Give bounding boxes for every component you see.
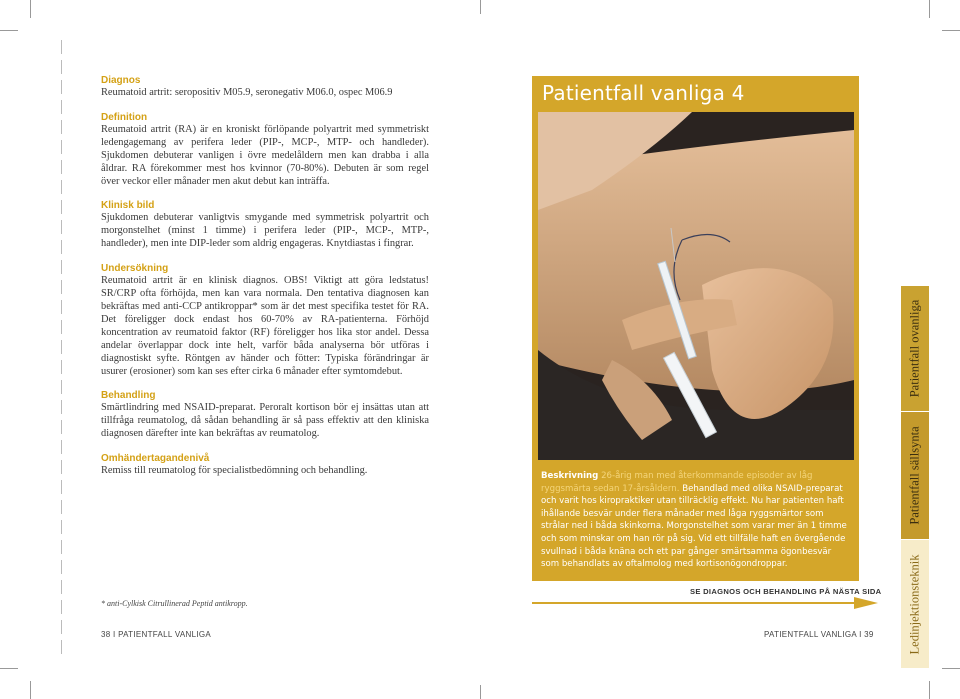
crop-mark	[0, 668, 18, 669]
section-body: Smärtlindring med NSAID-preparat. Peroralt kortison bör ej insättas utan att tillfråga reumatolog, då sådan behandling är så pass effektiv att den kliniska diagnosen därefter inte kan bekräftas av reumatolog.	[101, 402, 429, 440]
section-klinisk-bild	[101, 199, 429, 251]
case-description	[541, 470, 847, 571]
case-title: Patientfall vanliga 4	[542, 81, 745, 105]
tab-label: Patientfall sällsynta	[907, 426, 922, 525]
footnote: * anti-Cylkisk Citrullinerad Peptid antikropp.	[101, 599, 248, 608]
section-omhandertagandeniva	[101, 452, 429, 478]
section-heading: Diagnos	[101, 75, 141, 86]
section-body: Reumatoid artrit är en klinisk diagnos. OBS! Viktigt att göra ledstatus! SR/CRP ofta förhöjda, men kan vara normala. Den tentativa diagnosen kan bekräftas med anti-CCP antikroppar* som är det mest specifika testet för RA. Det föreligger dock endast hos 60-70% av RA-patienterna. Förhöjd koncentration av reumatoid faktor (RF) föreligger hos lika stor andel. Dessa andelar överlappar dock inte helt, varför båda analyserna bör utföras i diagnostiskt syfte. Röntgen av händer och fötter: Typiska förändringar är usurer (erosioner) som kan ses efter cirka 6 månader efter symtomdebut.	[101, 275, 429, 377]
section-heading: Omhändertagandenivå	[101, 453, 210, 465]
section-heading: Definition	[101, 111, 148, 123]
crop-mark	[30, 0, 31, 18]
case-description-box	[532, 462, 859, 581]
crop-mark	[929, 681, 930, 699]
description-highlight: 26-årig man med återkommande episoder av låg ryggsmärta sedan 17-årsåldern.	[541, 471, 813, 494]
section-heading: Klinisk bild	[101, 200, 155, 212]
section-body: Sjukdomen debuterar vanligtvis smygande med symmetrisk polyartrit och morgonstelhet (minst 1 timme) i perifera leder (PIP-, MCP-, MTP-, handleder), men inte DIP-leder som aldrig engageras. Knytdiastas i fingrar.	[101, 212, 429, 250]
left-text-column	[101, 74, 429, 489]
section-body: Remiss till reumatolog för specialistbedömning och behandling.	[101, 465, 368, 477]
section-body: Reumatoid artrit: seropositiv M05.9, seronegativ M06.0, ospec M06.9	[101, 87, 393, 98]
section-heading: Undersökning	[101, 263, 169, 275]
injection-photo-illustration	[532, 110, 859, 462]
section-undersokning	[101, 262, 429, 378]
arrow-right-icon	[532, 596, 878, 610]
tab-patientfall-sallsynta[interactable]	[901, 412, 929, 539]
crop-mark	[480, 0, 481, 14]
page-footer-right: PATIENTFALL VANLIGA I 39	[764, 630, 874, 639]
section-body: Reumatoid artrit (RA) är en kroniskt förlöpande polyartrit med symmetriskt ledengagemang av perifera leder (PIP-, MCP-, MTP- och handleder). Sjukdomen debuterar vanligen i övre medelåldern men kan drabba i alla åldrar. RA förekommer mest hos kvinnor (70-80%). Debuten är som regel över veckor eller månader men akut debut kan inträffa.	[101, 123, 429, 187]
section-definition	[101, 111, 429, 189]
crop-mark	[30, 681, 31, 699]
section-behandling	[101, 389, 429, 441]
clinical-photo	[532, 110, 859, 462]
case-title-bar	[532, 76, 859, 110]
crop-mark	[942, 668, 960, 669]
crop-mark	[942, 30, 960, 31]
section-diagnos	[101, 74, 429, 100]
page-footer-left: 38 I PATIENTFALL VANLIGA	[101, 630, 212, 639]
margin-guide	[61, 40, 62, 660]
description-text: Behandlad med olika NSAID-preparat och varit hos kiropraktiker utan tillräcklig effekt. Nu har patienten haft ihållande besvär under flera månader med låga ryggsmärtor som strålar ned i båda skinkorna. Morgonstelhet som varar mer än 1 timme och som minskar om han rör på sig. Vid ett tillfälle haft en övergående svullnad i båda knäna och ett par gånger smärtsamma ögonbesvär som behandlats av oftalmolog med kortisonögondroppar.	[541, 483, 847, 570]
tab-label: Patientfall ovanliga	[907, 299, 922, 398]
crop-mark	[480, 685, 481, 699]
see-next-page-note: SE DIAGNOS OCH BEHANDLING PÅ NÄSTA SIDA	[690, 587, 882, 596]
section-heading: Behandling	[101, 390, 156, 402]
tab-label: Ledinjektionsteknik	[907, 554, 922, 654]
crop-mark	[929, 0, 930, 18]
description-label: Beskrivning	[541, 471, 599, 481]
tab-patientfall-ovanliga[interactable]	[901, 286, 929, 411]
crop-mark	[0, 30, 18, 31]
tab-ledinjektionsteknik[interactable]	[901, 540, 929, 668]
